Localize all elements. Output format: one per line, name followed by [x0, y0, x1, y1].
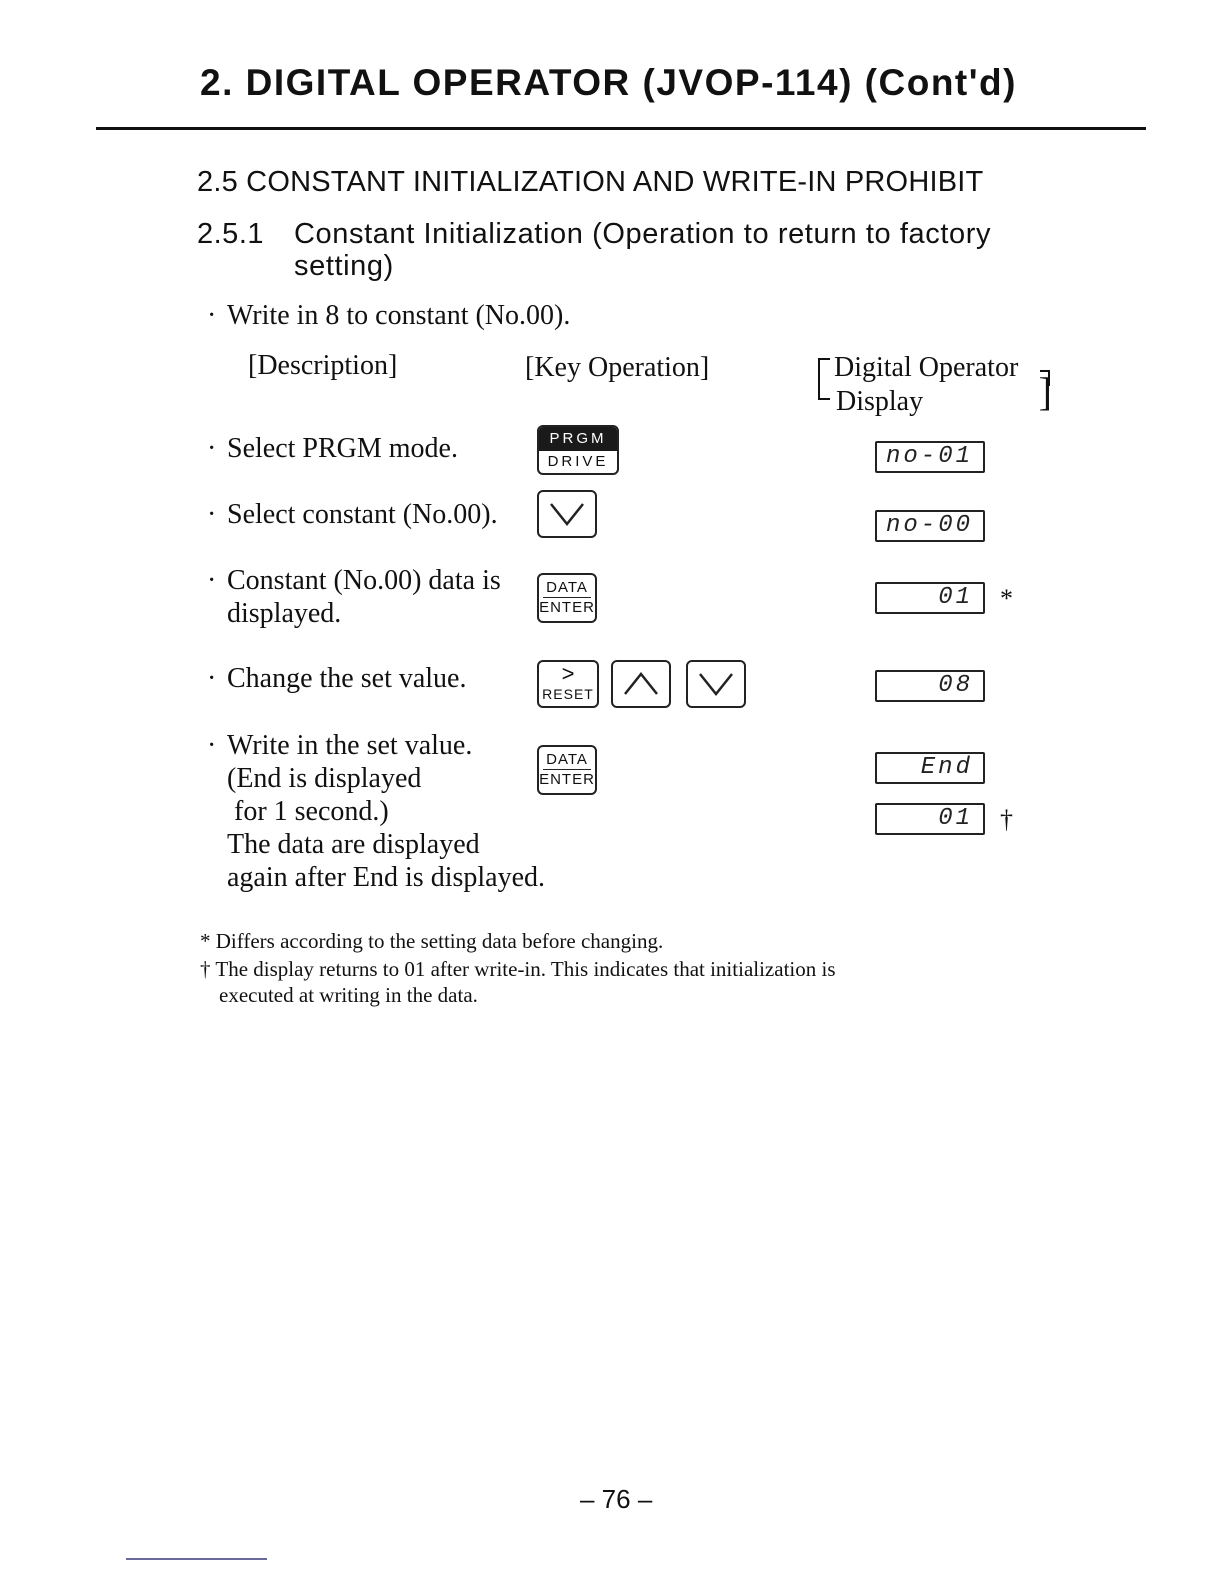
bullet: ·	[207, 499, 217, 530]
intro-line	[207, 300, 570, 332]
step-description-line5: again after End is displayed.	[227, 862, 546, 893]
prgm-key-label: PRGM	[539, 427, 617, 451]
bullet: ·	[207, 433, 217, 464]
subsection-title: Constant Initialization (Operation to return to factory setting)	[294, 218, 992, 282]
data-key-label: DATA	[543, 750, 591, 770]
drive-key-label: DRIVE	[547, 453, 609, 470]
up-arrow-key[interactable]	[611, 660, 671, 708]
title-divider	[96, 127, 1146, 130]
page-title: 2. DIGITAL OPERATOR (JVOP-114) (Cont'd)	[200, 62, 1017, 103]
chevron-up-icon	[613, 662, 669, 706]
step-write-value	[207, 729, 545, 894]
section-heading: 2.5 CONSTANT INITIALIZATION AND WRITE-IN PROHIBIT	[197, 166, 984, 198]
column-header-display	[818, 352, 1058, 422]
bullet: ·	[207, 730, 217, 761]
display-readout-step1: no-01	[875, 441, 985, 473]
enter-key-label: ENTER	[539, 599, 595, 616]
display-readout-step2: no-00	[875, 510, 985, 542]
step-description: Select constant (No.00).	[227, 499, 498, 530]
intro-text: Write in 8 to constant (No.00).	[227, 300, 571, 331]
down-arrow-key-2[interactable]	[686, 660, 746, 708]
left-bracket-bottom	[818, 386, 830, 400]
step-description: Select PRGM mode.	[227, 433, 458, 464]
column-header-description: [Description]	[248, 350, 398, 381]
step-change-value	[207, 662, 466, 695]
footnote-dagger-line1: † The display returns to 01 after write-in. This indicates that initialization is	[200, 957, 836, 981]
down-arrow-key[interactable]	[537, 490, 597, 538]
chevron-down-icon	[539, 492, 595, 536]
step-description-line1: Constant (No.00) data is	[227, 565, 501, 596]
dagger-mark: †	[1000, 805, 1013, 834]
reset-key-label: RESET	[542, 686, 594, 702]
display-header-line1: Digital Operator	[834, 352, 1019, 383]
footnote-asterisk: * Differs according to the setting data before changing.	[200, 929, 664, 953]
step-description-line1: Write in the set value.	[227, 730, 473, 761]
step-description-line3: for 1 second.)	[227, 796, 389, 827]
page-number: – 76 –	[580, 1484, 653, 1514]
step-description-line2: displayed.	[227, 598, 342, 629]
data-enter-key[interactable]	[537, 573, 597, 623]
column-header-key-operation: [Key Operation]	[525, 352, 710, 383]
data-enter-key-2[interactable]	[537, 745, 597, 795]
bullet: ·	[207, 300, 217, 331]
display-readout-step4: 08	[875, 670, 985, 702]
bullet: ·	[207, 663, 217, 694]
step-constant-data	[207, 564, 501, 630]
reset-shift-key[interactable]	[537, 660, 599, 708]
prgm-drive-key[interactable]	[537, 425, 619, 475]
chevron-down-icon	[688, 662, 744, 706]
step-description-line2: (End is displayed	[227, 763, 422, 794]
asterisk-mark: *	[1000, 584, 1013, 613]
enter-key-label: ENTER	[539, 771, 595, 788]
right-bracket: ]	[1038, 369, 1052, 414]
subsection-number: 2.5.1	[197, 218, 264, 250]
footer-rule	[126, 1558, 267, 1560]
left-bracket-top	[818, 358, 830, 388]
display-readout-step3: 01	[875, 582, 985, 614]
footnote-dagger-line2: executed at writing in the data.	[219, 983, 478, 1007]
display-readout-end: End	[875, 752, 985, 784]
step-description: Change the set value.	[227, 663, 467, 694]
display-readout-after: 01	[875, 803, 985, 835]
bullet: ·	[207, 565, 217, 596]
step-select-prgm	[207, 432, 458, 465]
display-header-line2: Display	[836, 386, 924, 417]
step-select-constant	[207, 498, 498, 531]
shift-right-icon: >	[561, 661, 575, 686]
step-description-line4: The data are displayed	[227, 829, 480, 860]
data-key-label: DATA	[543, 578, 591, 598]
